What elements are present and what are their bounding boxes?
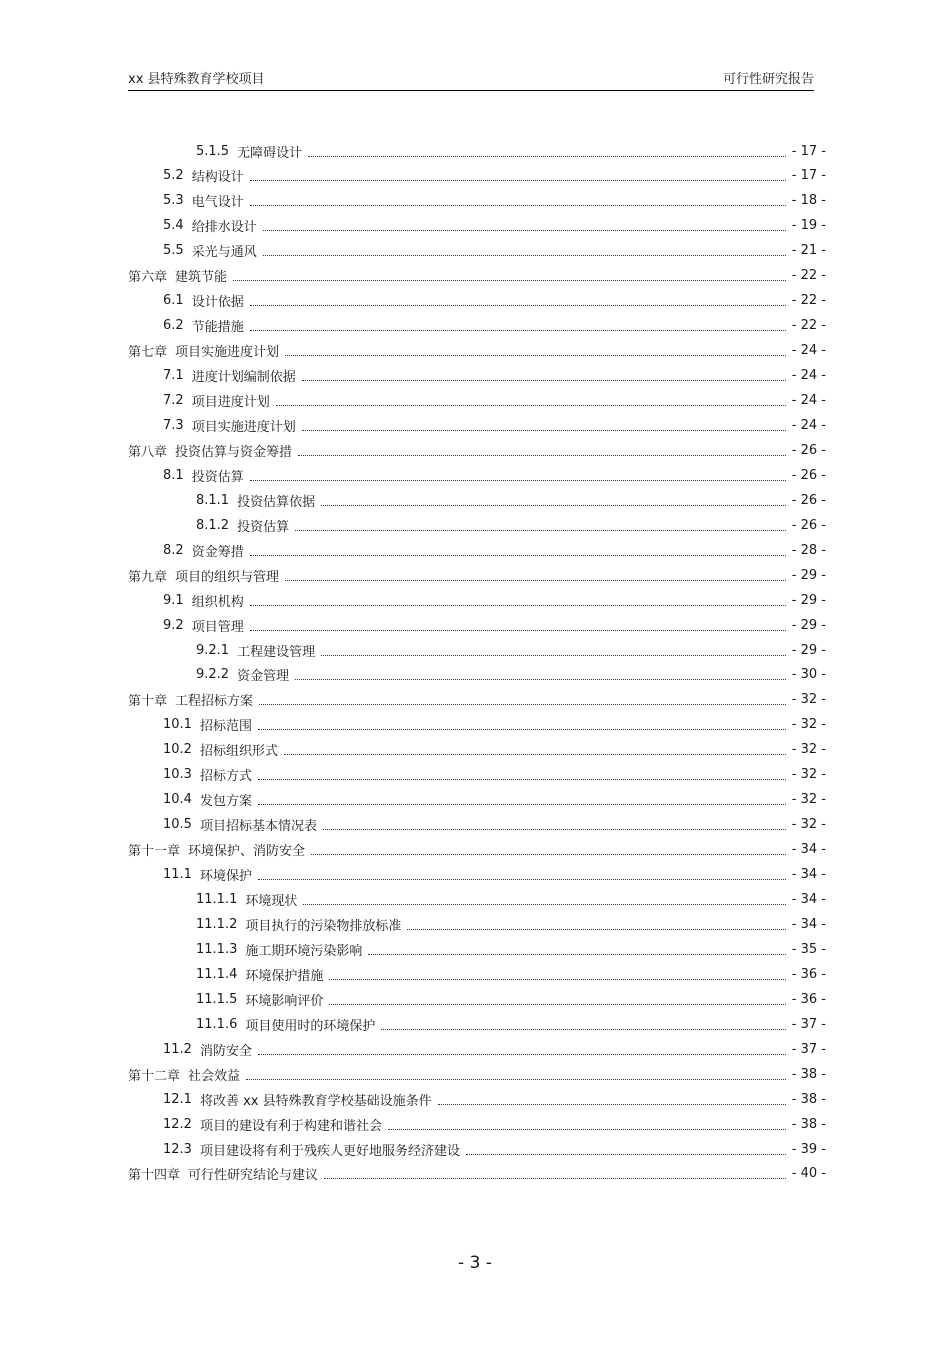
toc-entry-number: 11.1.1 xyxy=(196,892,238,907)
toc-entry-title: 投资估算与资金筹措 xyxy=(175,444,293,460)
toc-entry-page: - 26 - xyxy=(791,442,826,458)
toc-leader-dots xyxy=(259,704,786,705)
toc-entry-title: 结构设计 xyxy=(191,170,244,186)
toc-entry[interactable] xyxy=(163,214,826,238)
toc-entry[interactable] xyxy=(128,1162,826,1186)
toc-entry-number: 5.1.5 xyxy=(196,143,230,159)
toc-entry-title: 项目执行的污染物排放标准 xyxy=(245,918,402,934)
toc-leader-dots xyxy=(263,255,786,256)
toc-leader-dots xyxy=(285,580,786,581)
toc-entry-page: - 29 - xyxy=(791,642,826,658)
toc-entry-page: - 26 - xyxy=(791,467,826,483)
toc-entry-title: 环境现状 xyxy=(245,894,298,909)
toc-leader-dots xyxy=(311,854,786,855)
toc-entry-page: - 38 - xyxy=(791,1116,826,1132)
toc-leader-dots xyxy=(250,330,786,331)
toc-entry-page: - 29 - xyxy=(791,617,826,633)
toc-entry[interactable] xyxy=(196,962,826,986)
toc-leader-dots xyxy=(407,929,785,930)
toc-entry-number: 8.2 xyxy=(163,542,184,558)
toc-entry-title: 资金筹措 xyxy=(191,544,244,560)
toc-leader-dots xyxy=(258,804,786,805)
toc-entry-number: 12.3 xyxy=(163,1141,192,1157)
toc-entry-page: - 24 - xyxy=(791,393,826,408)
toc-leader-dots xyxy=(308,156,786,157)
toc-entry-title: 环境保护措施 xyxy=(245,968,324,984)
toc-entry-page: - 24 - xyxy=(791,343,826,359)
toc-entry-page: - 32 - xyxy=(791,817,826,833)
toc-entry-page: - 37 - xyxy=(791,1016,826,1032)
toc-entry[interactable] xyxy=(163,389,826,413)
toc-entry[interactable] xyxy=(128,688,826,712)
toc-entry-title: 社会效益 xyxy=(188,1068,241,1084)
toc-entry-title: 无障碍设计 xyxy=(237,145,303,161)
toc-entry-title: 项目的建设有利于构建和谐社会 xyxy=(199,1118,382,1134)
toc-entry[interactable] xyxy=(163,164,826,188)
toc-entry-title: 招标组织形式 xyxy=(199,744,278,760)
toc-entry-page: - 32 - xyxy=(791,792,826,808)
toc-entry-page: - 28 - xyxy=(791,542,826,558)
toc-entry-title: 环境保护 xyxy=(199,869,252,885)
toc-entry-number: 9.2 xyxy=(163,617,184,633)
toc-entry-page: - 34 - xyxy=(791,867,826,883)
toc-leader-dots xyxy=(388,1129,786,1130)
toc-entry[interactable] xyxy=(163,1037,826,1061)
toc-entry-page: - 17 - xyxy=(791,143,826,159)
toc-entry-page: - 22 - xyxy=(791,318,826,334)
toc-entry-number: 12.1 xyxy=(163,1091,192,1107)
toc-entry-number: 5.3 xyxy=(163,193,184,209)
toc-entry[interactable] xyxy=(163,364,826,388)
toc-entry-number: 第六章 xyxy=(128,270,168,286)
toc-entry[interactable] xyxy=(163,413,826,437)
toc-entry-number: 9.2.1 xyxy=(196,642,230,658)
toc-entry-title: 发包方案 xyxy=(199,794,252,810)
toc-entry-page: - 24 - xyxy=(791,417,826,433)
toc-leader-dots xyxy=(284,754,786,755)
toc-entry-title: 电气设计 xyxy=(191,195,244,211)
toc-entry-number: 10.3 xyxy=(163,767,192,783)
toc-entry-number: 8.1.2 xyxy=(196,517,230,533)
toc-leader-dots xyxy=(329,979,785,980)
toc-entry-number: 第十二章 xyxy=(128,1068,181,1084)
toc-entry-title: 项目的组织与管理 xyxy=(175,569,280,585)
toc-leader-dots xyxy=(321,655,786,656)
toc-entry-page: - 26 - xyxy=(791,517,826,533)
toc-leader-dots xyxy=(258,879,786,880)
toc-entry[interactable] xyxy=(196,937,826,961)
header-report-type: 可行性研究报告 xyxy=(722,72,814,87)
toc-entry-page: - 39 - xyxy=(791,1141,826,1157)
toc-entry-number: 10.5 xyxy=(163,817,192,833)
toc-entry-page: - 18 - xyxy=(791,193,826,209)
toc-entry-page: - 24 - xyxy=(791,368,826,384)
toc-entry-number: 5.2 xyxy=(163,168,184,184)
toc-entry-title: 投资估算 xyxy=(237,519,290,535)
toc-leader-dots xyxy=(258,729,786,730)
toc-entry-page: - 36 - xyxy=(791,966,826,982)
toc-entry-title: 工程建设管理 xyxy=(237,644,316,660)
toc-entry-number: 第九章 xyxy=(128,569,168,585)
toc-entry-page: - 38 - xyxy=(791,1091,826,1107)
toc-entry[interactable] xyxy=(163,289,826,313)
toc-entry-title: 消防安全 xyxy=(199,1043,252,1059)
toc-entry[interactable] xyxy=(196,513,826,537)
toc-entry-number: 第八章 xyxy=(128,444,168,460)
toc-entry-title: 投资估算依据 xyxy=(237,494,316,510)
toc-entry-page: - 30 - xyxy=(791,667,826,683)
toc-entry-title: 工程招标方案 xyxy=(175,694,254,710)
toc-entry-number: 9.2.2 xyxy=(196,667,230,683)
toc-entry[interactable] xyxy=(196,139,826,163)
toc-entry-title: 将改善 xx 县特殊教育学校基础设施条件 xyxy=(199,1093,432,1109)
toc-entry-title: 项目使用时的环境保护 xyxy=(245,1018,376,1034)
toc-entry-number: 第十四章 xyxy=(128,1168,181,1184)
toc-entry-number: 11.1.3 xyxy=(196,941,238,957)
toc-leader-dots xyxy=(323,829,786,830)
toc-entry-title: 施工期环境污染影响 xyxy=(245,943,363,959)
toc-leader-dots xyxy=(381,1029,785,1030)
toc-entry-number: 6.1 xyxy=(163,293,184,309)
toc-leader-dots xyxy=(368,954,785,955)
toc-leader-dots xyxy=(250,205,786,206)
toc-entry-title: 项目进度计划 xyxy=(191,395,270,410)
toc-entry[interactable] xyxy=(163,1112,826,1136)
toc-entry-number: 11.1.6 xyxy=(196,1016,238,1032)
toc-entry-page: - 26 - xyxy=(791,492,826,508)
toc-entry-number: 第十一章 xyxy=(128,844,181,860)
toc-entry-page: - 34 - xyxy=(791,842,826,858)
toc-entry-number: 第七章 xyxy=(128,345,168,361)
toc-entry[interactable] xyxy=(128,264,826,288)
toc-leader-dots xyxy=(324,1178,786,1179)
toc-entry-page: - 35 - xyxy=(791,941,826,957)
toc-entry-number: 11.1.4 xyxy=(196,966,238,982)
toc-entry-page: - 32 - xyxy=(791,742,826,758)
toc-leader-dots xyxy=(298,455,786,456)
toc-entry-title: 节能措施 xyxy=(191,320,244,336)
toc-entry-page: - 29 - xyxy=(791,567,826,583)
toc-entry-title: 项目实施进度计划 xyxy=(191,419,296,435)
toc-entry[interactable] xyxy=(163,713,826,737)
toc-entry-number: 10.4 xyxy=(163,792,192,808)
toc-entry[interactable] xyxy=(163,463,826,487)
toc-entry[interactable] xyxy=(196,912,826,936)
toc-entry[interactable] xyxy=(196,987,826,1011)
toc-entry-title: 组织机构 xyxy=(191,594,244,610)
toc-entry[interactable] xyxy=(163,613,826,637)
toc-entry-number: 12.2 xyxy=(163,1116,192,1132)
toc-leader-dots xyxy=(250,305,786,306)
toc-entry-number: 5.4 xyxy=(163,218,184,234)
toc-leader-dots xyxy=(250,180,786,181)
toc-entry-number: 11.1 xyxy=(163,867,192,883)
toc-entry[interactable] xyxy=(163,538,826,562)
toc-leader-dots xyxy=(250,605,786,606)
toc-entry-title: 项目实施进度计划 xyxy=(175,345,280,361)
toc-entry[interactable] xyxy=(196,1012,826,1036)
toc-entry-title: 进度计划编制依据 xyxy=(191,370,296,386)
toc-entry[interactable] xyxy=(163,813,826,837)
toc-entry-title: 项目管理 xyxy=(191,619,244,635)
toc-entry[interactable] xyxy=(128,438,826,462)
toc-leader-dots xyxy=(295,679,786,680)
toc-leader-dots xyxy=(302,380,786,381)
toc-leader-dots xyxy=(258,1054,786,1055)
toc-entry-page: - 38 - xyxy=(791,1066,826,1082)
toc-entry[interactable] xyxy=(128,339,826,363)
toc-entry[interactable] xyxy=(163,763,826,787)
toc-entry[interactable] xyxy=(163,1137,826,1161)
toc-entry[interactable] xyxy=(163,314,826,338)
toc-entry-page: - 34 - xyxy=(791,892,826,907)
toc-entry-number: 8.1 xyxy=(163,467,184,483)
toc-entry-title: 采光与通风 xyxy=(191,245,257,261)
toc-leader-dots xyxy=(250,480,786,481)
toc-entry-number: 7.1 xyxy=(163,368,184,384)
toc-entry-title: 建筑节能 xyxy=(175,270,228,286)
toc-entry-page: - 17 - xyxy=(791,168,826,184)
toc-entry-page: - 29 - xyxy=(791,592,826,608)
toc-leader-dots xyxy=(285,355,786,356)
toc-entry-title: 给排水设计 xyxy=(191,220,257,236)
toc-entry-page: - 34 - xyxy=(791,916,826,932)
toc-entry-page: - 32 - xyxy=(791,717,826,733)
toc-entry-number: 5.5 xyxy=(163,243,184,259)
toc-leader-dots xyxy=(276,405,786,406)
toc-entry[interactable] xyxy=(128,1062,826,1086)
toc-entry-number: 8.1.1 xyxy=(196,492,230,508)
toc-entry-number: 9.1 xyxy=(163,592,184,608)
toc-entry-title: 环境影响评价 xyxy=(245,993,324,1009)
toc-entry-number: 10.2 xyxy=(163,742,192,758)
toc-leader-dots xyxy=(321,505,786,506)
toc-leader-dots xyxy=(303,904,785,905)
toc-leader-dots xyxy=(295,530,786,531)
toc-leader-dots xyxy=(246,1079,786,1080)
toc-leader-dots xyxy=(302,430,786,431)
toc-leader-dots xyxy=(263,230,786,231)
toc-entry-number: 6.2 xyxy=(163,318,184,334)
toc-entry[interactable] xyxy=(163,1087,826,1111)
toc-entry-number: 11.2 xyxy=(163,1041,192,1057)
toc-entry-number: 第十章 xyxy=(128,694,168,710)
toc-leader-dots xyxy=(250,555,786,556)
toc-entry-page: - 19 - xyxy=(791,218,826,234)
page-number: - 3 - xyxy=(458,1253,492,1273)
toc-entry-title: 招标范围 xyxy=(199,719,252,735)
toc-leader-dots xyxy=(466,1154,786,1155)
toc-leader-dots xyxy=(258,779,786,780)
page-header xyxy=(128,70,814,91)
toc-entry[interactable] xyxy=(163,239,826,263)
toc-leader-dots xyxy=(438,1104,786,1105)
toc-entry-title: 设计依据 xyxy=(191,295,244,311)
toc-entry[interactable] xyxy=(196,488,826,512)
toc-entry-title: 资金管理 xyxy=(237,669,290,685)
toc-entry-title: 招标方式 xyxy=(199,769,252,785)
toc-entry-number: 11.1.2 xyxy=(196,916,238,932)
toc-entry[interactable] xyxy=(163,588,826,612)
toc-entry[interactable] xyxy=(163,189,826,213)
header-project-title: xx 县特殊教育学校项目 xyxy=(128,72,265,87)
toc-entry-page: - 22 - xyxy=(791,268,826,284)
toc-entry[interactable] xyxy=(128,838,826,862)
toc-entry-page: - 21 - xyxy=(791,243,826,259)
toc-entry-page: - 32 - xyxy=(791,692,826,708)
toc-entry-number: 11.1.5 xyxy=(196,991,238,1007)
toc-entry[interactable] xyxy=(196,638,826,662)
toc-entry-number: 10.1 xyxy=(163,717,192,733)
toc-entry-title: 可行性研究结论与建议 xyxy=(188,1168,319,1184)
toc-entry[interactable] xyxy=(163,738,826,762)
toc-entry[interactable] xyxy=(196,663,826,687)
toc-entry-title: 投资估算 xyxy=(191,469,244,485)
toc-leader-dots xyxy=(329,1004,785,1005)
toc-entry[interactable] xyxy=(196,888,826,912)
toc-entry-number: 7.3 xyxy=(163,417,184,433)
toc-entry-number: 7.2 xyxy=(163,393,184,408)
toc-entry-title: 环境保护、消防安全 xyxy=(188,844,306,860)
toc-entry[interactable] xyxy=(163,788,826,812)
toc-entry-title: 项目建设将有利于残疾人更好地服务经济建设 xyxy=(199,1143,460,1159)
toc-entry[interactable] xyxy=(128,563,826,587)
toc-entry[interactable] xyxy=(163,863,826,887)
toc-entry-title: 项目招标基本情况表 xyxy=(199,819,317,835)
toc-entry-page: - 37 - xyxy=(791,1041,826,1057)
toc-entry-page: - 22 - xyxy=(791,293,826,309)
toc-entry-page: - 40 - xyxy=(791,1166,826,1182)
toc-leader-dots xyxy=(250,630,786,631)
toc-leader-dots xyxy=(233,280,786,281)
toc-entry-page: - 36 - xyxy=(791,991,826,1007)
toc-entry-page: - 32 - xyxy=(791,767,826,783)
